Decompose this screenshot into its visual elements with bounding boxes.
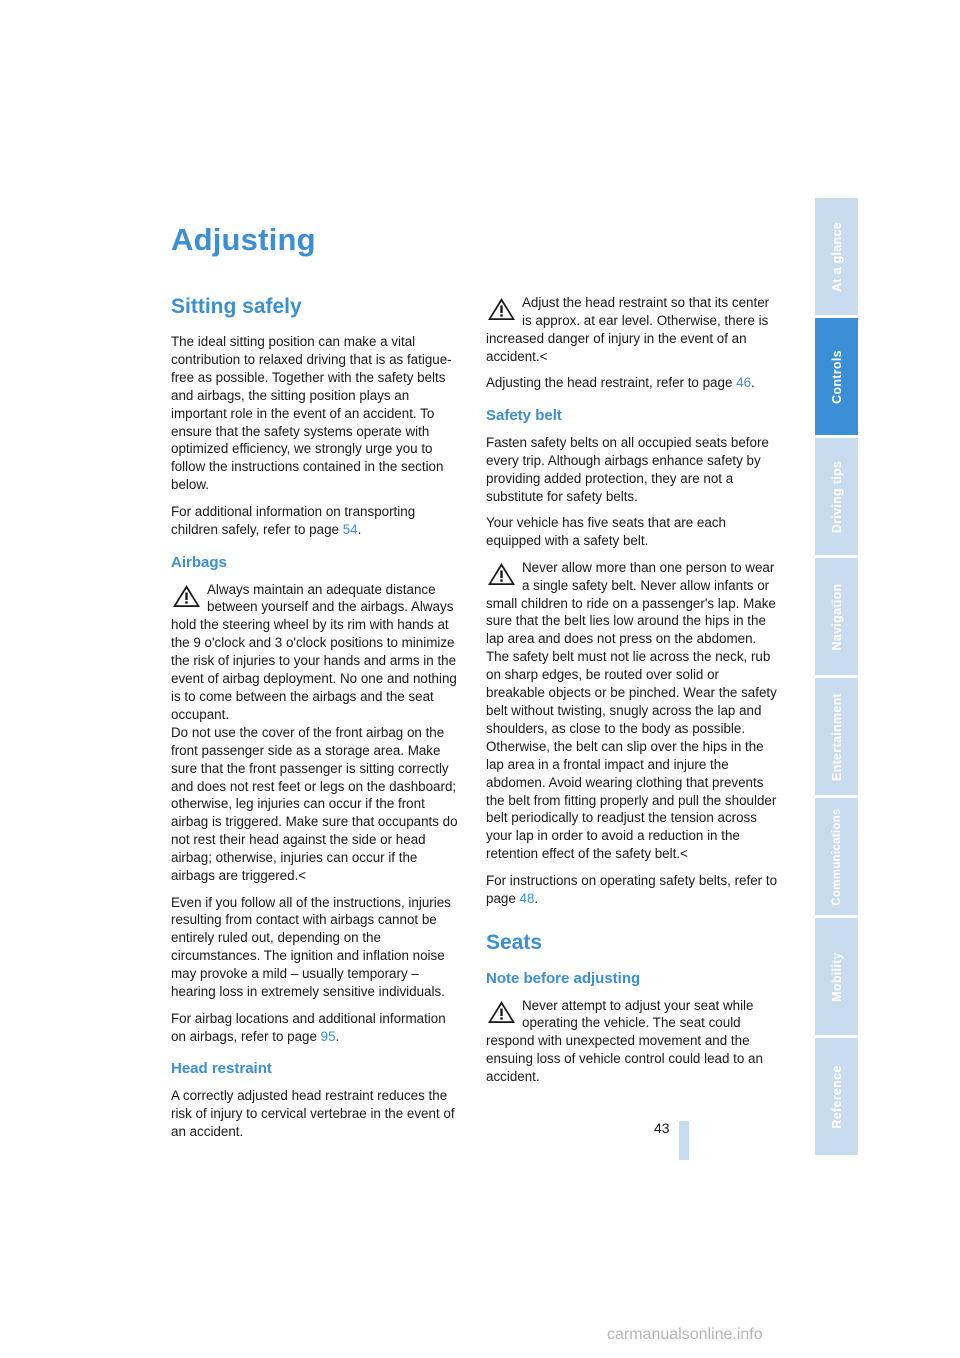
watermark: carmanualsonline.info [607,1326,763,1343]
section-heading-sitting-safely: Sitting safely [171,295,302,318]
chapter-tab-communications[interactable]: Communications [815,798,858,915]
paragraph: Your vehicle has five seats that are each equipped with a safety belt. [486,515,726,549]
left-column [171,294,463,1150]
chapter-tab-mobility[interactable]: Mobility [815,918,858,1035]
page-title: Adjusting [171,222,316,257]
page-reference-link[interactable]: 95 [320,1028,336,1044]
section-heading-seats: Seats [486,930,543,954]
chapter-tab-at-a-glance[interactable]: At a glance [815,198,858,315]
warning-triangle-icon [171,583,202,609]
right-column [486,294,778,1095]
page-reference-link[interactable]: 48 [519,890,535,906]
warning-text: Adjust the head restraint so that its center is approx. at ear level. Otherwise, there is increased danger of injury in the event of an accident.< [486,295,770,364]
chapter-tab-reference[interactable]: Reference [815,1038,858,1155]
page-number: 43 [654,1120,670,1136]
page-reference-link[interactable]: 46 [736,375,752,391]
chapter-tab-entertainment[interactable]: Entertainment [815,678,858,795]
warning-text: Never attempt to adjust your seat while operating the vehicle. The seat could respond with unexpected movement and the ensuing loss of vehicle control could lead to an accident. [486,997,763,1085]
chapter-tabs [815,198,858,1158]
chapter-tab-navigation[interactable]: Navigation [815,558,858,675]
warning-note [486,294,778,366]
subheading-note-before-adjusting: Note before adjusting [486,969,641,987]
subheading-safety-belt: Safety belt [486,407,562,425]
warning-note [171,581,463,885]
paragraph: Fasten safety belts on all occupied seats before every trip. Although airbags enhance safety by providing added protection, they are not a substitute for safety belts. [486,435,769,504]
paragraph: Even if you follow all of the instructions, injuries resulting from contact with airbags cannot be entirely ruled out, depending on the circumstances. The ignition and inflation noise may provoke a mild – usually temporary – hearing loss in extremely sensitive individuals. [171,894,451,1000]
page-number-bar [679,1121,689,1160]
chapter-tab-driving-tips[interactable]: Driving tips [815,438,858,555]
page-reference-link[interactable]: 54 [342,521,358,537]
warning-text: Do not use the cover of the front airbag on the front passenger side as a storage area. Make sure that the front passenger is sitting correctly and does not rest feet or legs on the dashboard; otherwise, leg injuries can occur if the front airbag is triggered. Make sure that occupants do not rest their head against the side or head airbag; otherwise, injuries can occur if the airbags are triggered.< [171,724,458,884]
paragraph: A correctly adjusted head restraint reduces the risk of injury to cervical vertebrae in the event of an accident. [171,1088,455,1140]
warning-triangle-icon [486,296,517,322]
paragraph-with-reference: For additional information on transporting children safely, refer to page 54. [171,503,416,537]
warning-text: Always maintain an adequate distance between yourself and the airbags. Always hold the steering wheel by its rim with hands at the 9 o'clock and 3 o'clock positions to minimize the risk of injuries to your hands and arms in the event of airbag deployment. No one and nothing is to come between the airbags and the seat occupant. [171,581,457,722]
paragraph-with-reference: For airbag locations and additional information on airbags, refer to page 95. [171,1010,446,1044]
warning-note [486,997,778,1087]
chapter-tab-controls[interactable]: Controls [815,318,858,435]
paragraph: The ideal sitting position can make a vital contribution to relaxed driving that is as fatigue-free as possible. Together with the safety belts and airbags, the sitting position plays an important role in the event of an accident. To ensure that the safety systems operate with optimized efficiency, we strongly urge you to follow the instructions contained in the section below. [171,334,452,493]
subheading-airbags: Airbags [171,553,227,571]
warning-note [486,559,778,863]
paragraph-with-reference: Adjusting the head restraint, refer to page 46. [486,375,755,391]
warning-triangle-icon [486,561,517,587]
warning-triangle-icon [486,999,517,1025]
paragraph-with-reference: For instructions on operating safety belts, refer to page 48. [486,872,778,906]
subheading-head-restraint: Head restraint [171,1060,272,1078]
warning-text: Never allow more than one person to wear a single safety belt. Never allow infants or small children to ride on a passenger's lap. Make sure that the belt lies low around the hips in the lap area and does not press on the abdomen. The safety belt must not lie across the neck, rub on sharp edges, be routed over solid or breakable objects or be pinched. Wear the safety belt without twisting, snugly across the lap and shoulders, as close to the body as possible. Otherwise, the belt can slip over the hips in the lap area in a frontal impact and injure the abdomen. Avoid wearing clothing that prevents the belt from fitting properly and pull the shoulder belt periodically to readjust the tension across your lap in order to avoid a reduction in the retention effect of the safety belt.< [486,559,777,862]
